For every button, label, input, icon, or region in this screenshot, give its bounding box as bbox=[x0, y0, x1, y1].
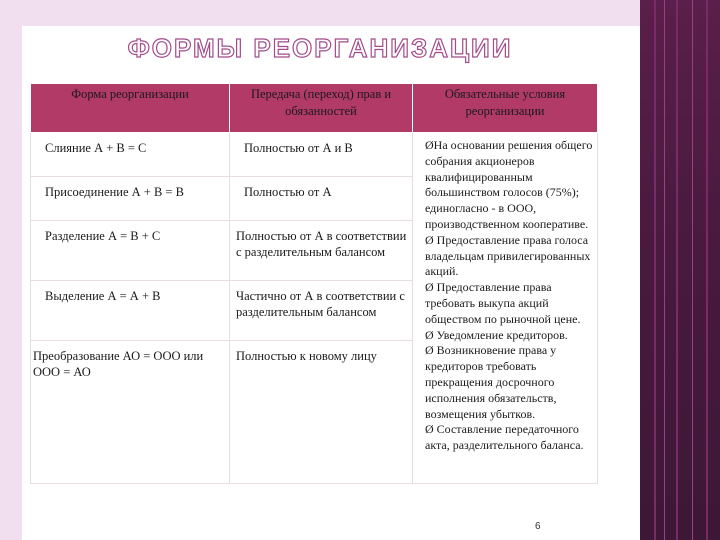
decorative-stripe bbox=[654, 0, 656, 540]
panel-top-border bbox=[0, 0, 640, 26]
panel-left-border bbox=[0, 0, 22, 540]
decorative-stripe bbox=[664, 0, 665, 540]
decorative-side-bar bbox=[640, 0, 720, 540]
decorative-stripe bbox=[692, 0, 693, 540]
transfer-cell: Полностью к новому лицу bbox=[230, 341, 413, 484]
decorative-stripe bbox=[706, 0, 708, 540]
form-cell: Выделение А = А + В bbox=[31, 281, 230, 341]
table-header-row bbox=[31, 84, 598, 133]
decorative-stripe bbox=[676, 0, 678, 540]
form-cell: Присоединение А + В = В bbox=[31, 177, 230, 221]
form-cell: Преобразование АО = ООО или ООО = АО bbox=[31, 341, 230, 484]
transfer-cell: Полностью от А в соответствии с разделительным балансом bbox=[230, 221, 413, 281]
transfer-cell: Полностью от А bbox=[230, 177, 413, 221]
transfer-cell: Полностью от А и В bbox=[230, 133, 413, 177]
slide-title: ФОРМЫ РЕОРГАНИЗАЦИИ bbox=[127, 33, 513, 63]
header-form: Форма реорганизации bbox=[31, 84, 230, 133]
transfer-cell: Частично от А в соответствии с разделительным балансом bbox=[230, 281, 413, 341]
table-row bbox=[31, 133, 598, 177]
conditions-cell: ØНа основании решения общего собрания акционеров квалифицированным большинством голосов (75%); единогласно - в ООО, производственном кооперативе. Ø Предоставление права голоса владельцам привилегированных акций. Ø Предоставление права требовать выкупа акций обществом по рыночной цене. Ø Уведомление кредиторов. Ø Возникновение права у кредиторов требовать прекращения досрочного исполнения обязательств, возмещения убытков. Ø Составление передаточного акта, разделительного баланса. bbox=[413, 133, 598, 484]
page-number: 6 bbox=[535, 521, 541, 532]
form-cell: Разделение А = В + С bbox=[31, 221, 230, 281]
header-conditions: Обязательные условия реорганизации bbox=[413, 84, 598, 133]
form-cell: Слияние А + В = С bbox=[31, 133, 230, 177]
header-transfer: Передача (переход) прав и обязанностей bbox=[230, 84, 413, 133]
reorganization-table bbox=[30, 83, 598, 484]
